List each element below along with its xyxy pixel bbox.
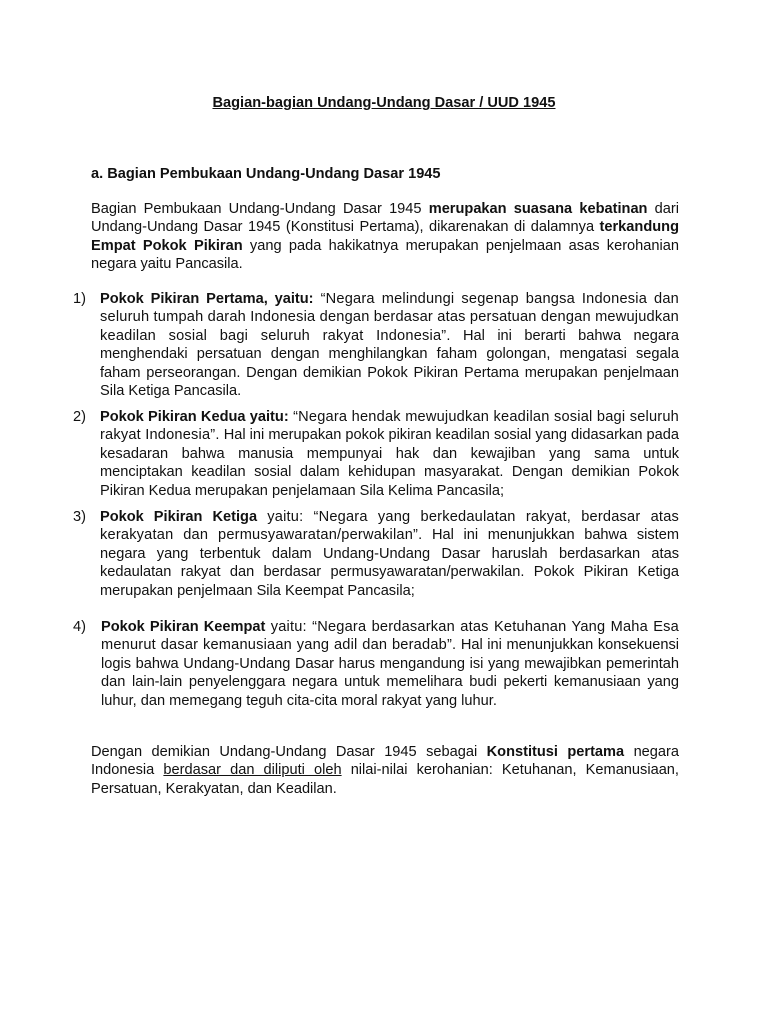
list-item-text: Hal ini menunjukkan bahwa sistem negara yang terbentuk dalam Undang-Undang Dasar haruslah berdasarkan atas kedaulatan rakyat dan berdasar permusyawaratan/perwakilan. Pokok Pikiran Ketiga merupakan penjelmaan Sila Keempat Pancasila; [100,527,680,599]
document-title: Bagian-bagian Undang-Undang Dasar / UUD 1945 [212,95,556,111]
list-item-pokok-pikiran-4 [73,618,679,710]
list-item-body [100,508,679,600]
list-item-number: 1) [73,291,86,307]
closing-text-3: nilai-nilai kerohanian: Ketuhanan, Kemanusiaan, Persatuan, Kerakyatan, dan Keadilan. [91,762,679,797]
list-item-quote: “Negara melindungi segenap bangsa Indonesia dan seluruh tumpah darah Indonesia dengan berdasar atas persatuan dengan mewujudkan keadilan sosial bagi seluruh rakyat Indonesia”. [100,291,679,344]
intro-text-1: Bagian Pembukaan Undang-Undang Dasar 1945 [91,201,429,217]
list-item-label: Pokok Pikiran Ketiga [100,509,258,525]
section-heading: a. Bagian Pembukaan Undang-Undang Dasar 1945 [91,166,441,182]
closing-bold-1: Konstitusi pertama [486,744,625,760]
list-item-body [101,618,679,710]
intro-text-2: dari Undang-Undang Dasar 1945 (Konstitusi Pertama), dikarenakan di dalamnya [91,201,679,236]
list-item-text: Hal ini berarti bahwa negara menghendaki persatuan dengan menghilangkan faham golongan, mengatasi segala faham perseorangan. Dengan demikian Pokok Pikiran Pertama merupakan penjelmaan Sila Ketiga Pancasila. [100,327,679,400]
intro-bold-1: merupakan suasana kebatinan [428,201,648,217]
list-item-pokok-pikiran-1 [73,290,679,400]
list-item-number: 4) [73,619,86,635]
closing-paragraph [91,743,679,798]
list-item-pokok-pikiran-2 [73,408,679,500]
list-item-quote: yaitu: “Negara yang berkedaulatan rakyat, berdasar atas kerakyatan dan permusyawaratan/perwakilan”. [100,509,680,544]
intro-paragraph [91,200,679,274]
list-item-body [100,290,679,400]
list-item-label: Pokok Pikiran Pertama, yaitu: [100,291,314,307]
list-item-pokok-pikiran-3 [73,508,679,600]
list-item-quote: “Negara hendak mewujudkan keadilan sosial bagi seluruh rakyat Indonesia”. [100,409,679,444]
list-item-number: 3) [73,509,86,525]
intro-text-3: yang pada hakikatnya merupakan penjelmaan asas kerohanian negara yaitu Pancasila. [91,237,679,273]
list-item-label: Pokok Pikiran Keempat [101,619,266,635]
list-item-text: Hal ini menunjukkan konsekuensi logis bahwa Undang-Undang Dasar harus mengandung isi yang mewajibkan pemerintah dan lain-lain penyelenggara negara untuk memelihara budi pekerti kemanusiaan yang luhur, dan memegang teguh cita-cita moral rakyat yang luhur. [101,637,679,709]
closing-underline-1: berdasar dan diliputi oleh [163,762,342,779]
list-item-text: Hal ini merupakan pokok pikiran keadilan sosial yang didasarkan pada kesadaran bahwa manusia mempunyai hak dan kewajiban yang sama untuk menciptakan keadilan sosial dalam kehidupan masyarakat. Dengan demikian Pokok Pikiran Kedua merupakan penjelamaan Sila Kelima Pancasila; [100,427,679,499]
list-item-body [100,408,679,500]
closing-text-2: negara Indonesia [91,744,680,779]
list-item-number: 2) [73,409,86,425]
list-item-label: Pokok Pikiran Kedua yaitu: [100,409,289,425]
list-item-quote: yaitu: “Negara berdasarkan atas Ketuhanan Yang Maha Esa menurut dasar kemanusiaan yang adil dan beradab”. [101,619,679,654]
intro-bold-2: terkandung Empat Pokok Pikiran [91,219,679,254]
closing-text-1: Dengan demikian Undang-Undang Dasar 1945 sebagai [91,744,487,760]
